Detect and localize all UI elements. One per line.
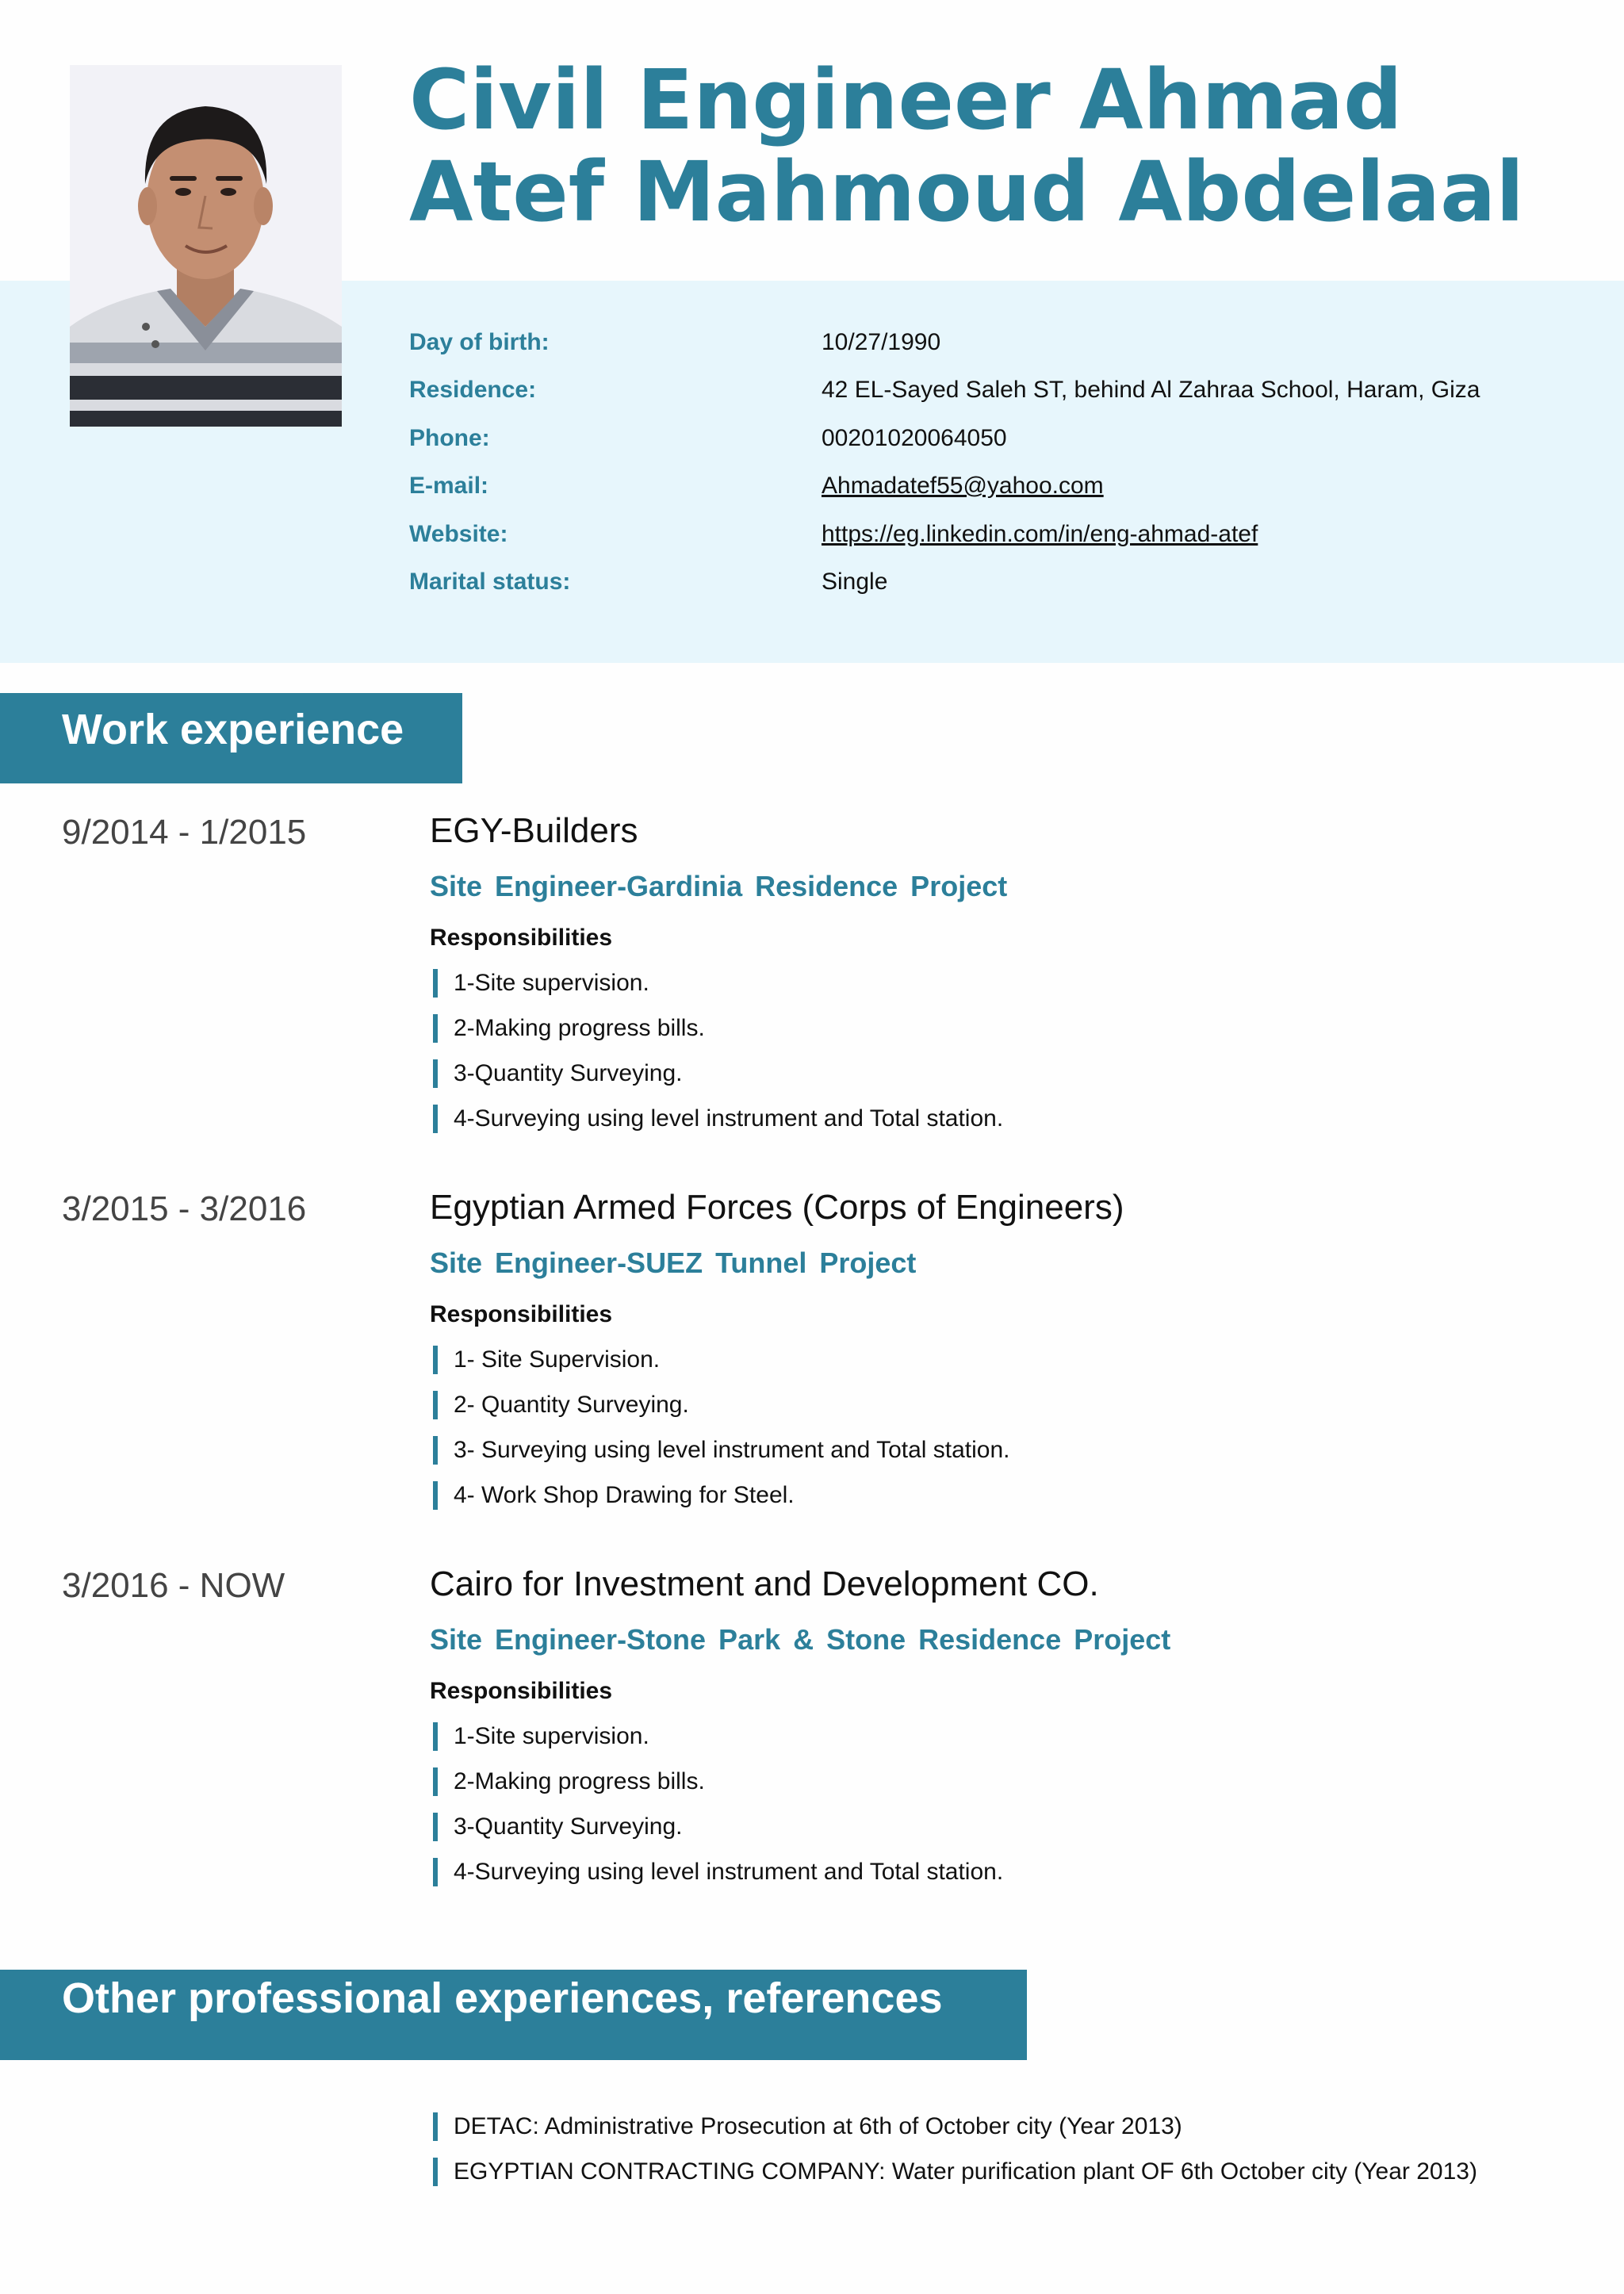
job-period: 3/2016 - NOW: [62, 1566, 285, 1605]
website-link[interactable]: https://eg.linkedin.com/in/eng-ahmad-atef: [822, 521, 1258, 547]
responsibilities-list: [433, 1344, 1010, 1525]
list-item: 2-Making progress bills.: [433, 1766, 1003, 1811]
list-item: 2-Making progress bills.: [433, 1013, 1003, 1058]
info-value: 42 EL-Sayed Saleh ST, behind Al Zahraa School, Haram, Giza: [822, 377, 1480, 403]
info-label: Residence:: [409, 377, 537, 403]
list-item: 2- Quantity Surveying.: [433, 1389, 1010, 1434]
info-label: Marital status:: [409, 569, 571, 595]
job-period: 3/2015 - 3/2016: [62, 1189, 307, 1228]
job-period: 9/2014 - 1/2015: [62, 813, 307, 852]
responsibilities-title: Responsibilities: [430, 1301, 613, 1327]
list-item: 1-Site supervision.: [433, 967, 1003, 1013]
email-link[interactable]: Ahmadatef55@yahoo.com: [822, 473, 1104, 499]
other-experience-heading: Other professional experiences, references: [0, 1970, 1027, 2060]
list-item: 4- Work Shop Drawing for Steel.: [433, 1480, 1010, 1525]
list-item: DETAC: Administrative Prosecution at 6th of October city (Year 2013): [433, 2111, 1477, 2156]
list-item: 4-Surveying using level instrument and Total station.: [433, 1856, 1003, 1901]
info-value: 10/27/1990: [822, 329, 941, 355]
job-employer: Cairo for Investment and Development CO.: [430, 1564, 1099, 1603]
list-item: 3- Surveying using level instrument and Total station.: [433, 1434, 1010, 1480]
job-role: Site Engineer-SUEZ Tunnel Project: [430, 1247, 917, 1279]
list-item: 3-Quantity Surveying.: [433, 1811, 1003, 1856]
info-label: Day of birth:: [409, 329, 550, 355]
responsibilities-title: Responsibilities: [430, 925, 613, 951]
profile-photo: [70, 65, 342, 427]
info-label: E-mail:: [409, 473, 489, 499]
info-label: Phone:: [409, 425, 490, 451]
responsibilities-list: [433, 967, 1003, 1148]
list-item: 4-Surveying using level instrument and Total station.: [433, 1103, 1003, 1148]
responsibilities-list: [433, 1721, 1003, 1901]
job-role: Site Engineer-Stone Park & Stone Residence Project: [430, 1623, 1171, 1656]
info-value: Single: [822, 569, 888, 595]
list-item: 1-Site supervision.: [433, 1721, 1003, 1766]
info-label: Website:: [409, 521, 508, 547]
page-title: Civil Engineer Ahmad Atef Mahmoud Abdelaal: [409, 52, 1524, 240]
work-experience-heading: Work experience: [0, 693, 462, 783]
list-item: EGYPTIAN CONTRACTING COMPANY: Water purification plant OF 6th October city (Year 2013): [433, 2156, 1477, 2201]
job-employer: EGY-Builders: [430, 811, 638, 850]
list-item: 1- Site Supervision.: [433, 1344, 1010, 1389]
info-value: 00201020064050: [822, 425, 1007, 451]
list-item: 3-Quantity Surveying.: [433, 1058, 1003, 1103]
job-role: Site Engineer-Gardinia Residence Project: [430, 870, 1008, 902]
portrait-image: [70, 65, 342, 427]
other-experience-list: [433, 2111, 1477, 2201]
job-employer: Egyptian Armed Forces (Corps of Engineers): [430, 1188, 1124, 1227]
responsibilities-title: Responsibilities: [430, 1678, 613, 1704]
